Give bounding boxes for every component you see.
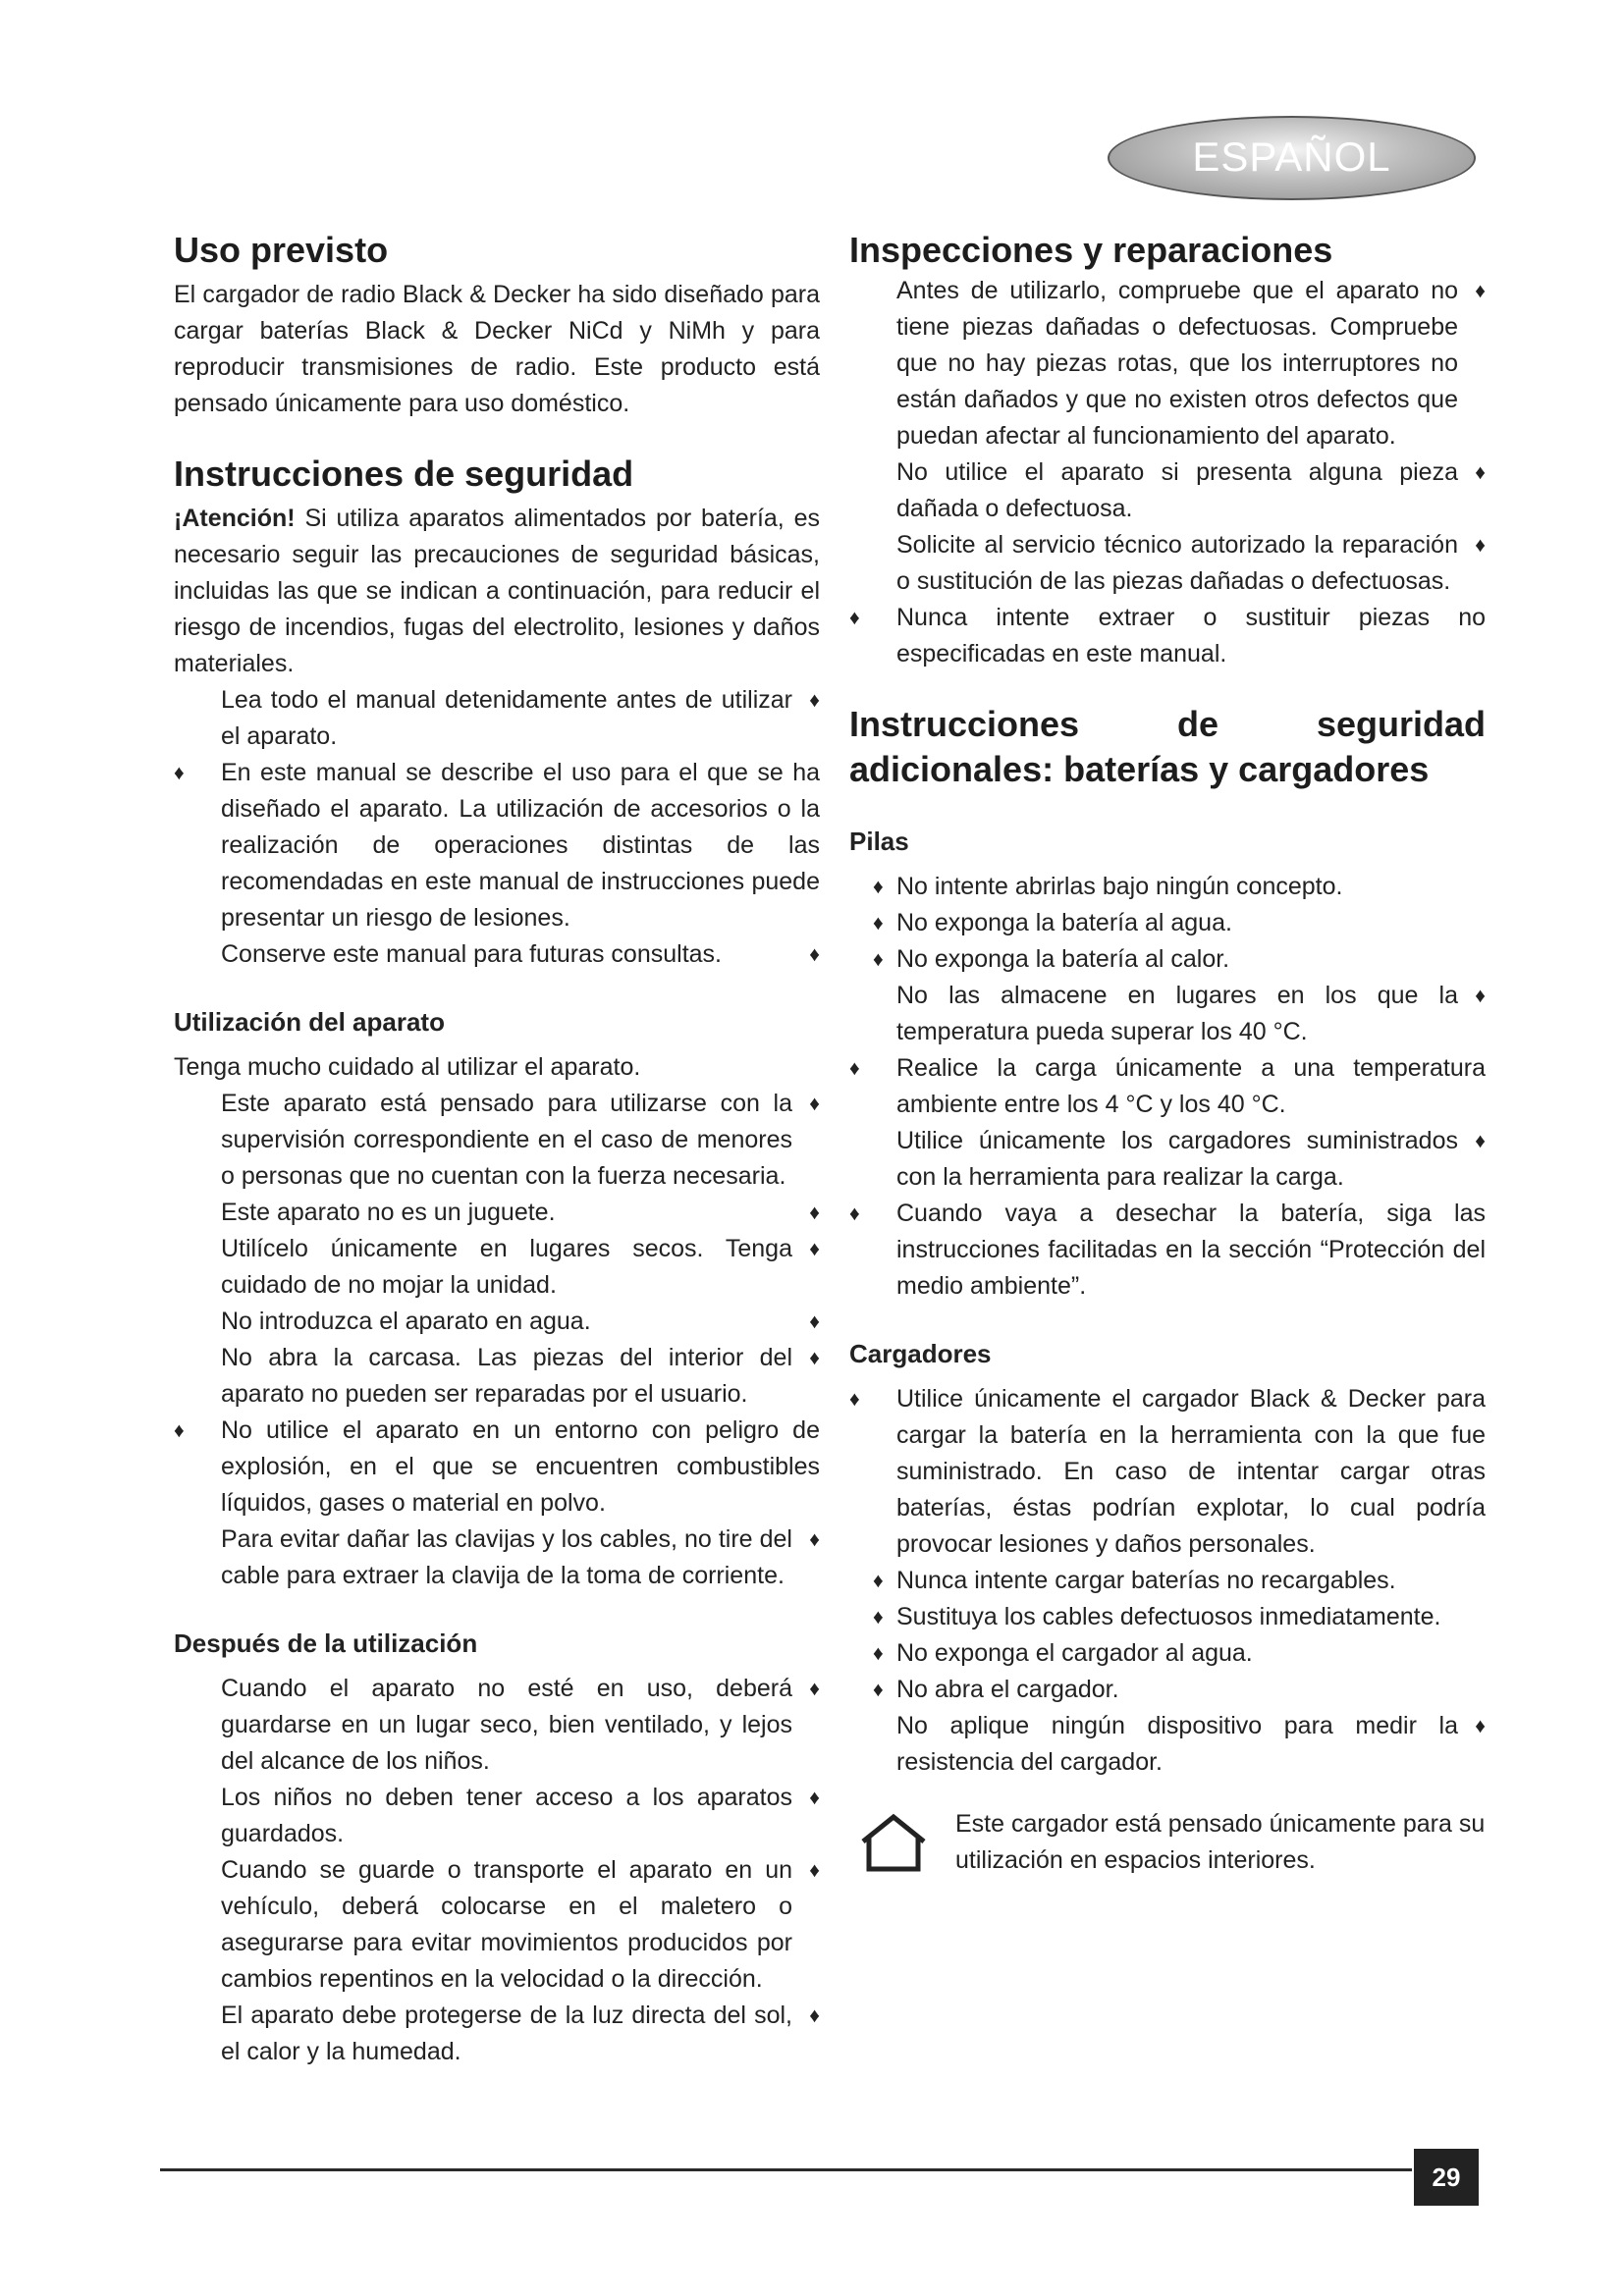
subsection-title-pilas: Pilas — [849, 827, 909, 856]
indoor-use-text: Este cargador está pensado únicamente para su utilización en espacios interiores. — [955, 1810, 1486, 1874]
atencion-label: ¡Atención! — [174, 505, 296, 532]
section-title-inspecciones: Inspecciones y reparaciones — [849, 230, 1333, 270]
section-title-instrucciones-seguridad: Instrucciones de seguridad — [174, 454, 634, 494]
list-item: Este aparato está pensado para utilizarse con la supervisión correspondiente en el caso de menores o personas que no cuentan con la fuerza necesaria. ♦ — [174, 1086, 820, 1195]
list-item: ♦ No exponga el cargador al agua. — [849, 1635, 1486, 1672]
atencion-text: Si utiliza aparatos alimentados por batería, es necesario seguir las precauciones de seguridad básicas, incluidas las que se indican a continuación, para reducir el riesgo de incendios, fugas del electrolito, lesiones y daños materiales. — [174, 505, 820, 677]
list-item: ♦ No utilice el aparato en un entorno con peligro de explosión, en el que se encuentren combustibles líquidos, gases o material en polvo. — [174, 1413, 820, 1522]
list-item: ♦ Nunca intente cargar baterías no recargables. — [849, 1563, 1486, 1599]
list-item: No aplique ningún dispositivo para medir la resistencia del cargador. ♦ — [849, 1708, 1486, 1781]
page-number: 29 — [1414, 2149, 1479, 2206]
list-item: Cuando el aparato no esté en uso, deberá guardarse en un lugar seco, bien ventilado, y lejos del alcance de los niños. ♦ — [174, 1671, 820, 1780]
uso-previsto-text: El cargador de radio Black & Decker ha sido diseñado para cargar baterías Black & Decker NiCd y NiMh y para reproducir transmisiones de radio. Este producto está pensado únicamente para uso doméstico. — [174, 281, 820, 417]
list-item: ♦ En este manual se describe el uso para el que se ha diseñado el aparato. La utilización de accesorios o la realización de operaciones distintas de las recomendadas en este manual de instrucciones puede presentar un riesgo de lesiones. — [174, 755, 820, 936]
list-item: Cuando se guarde o transporte el aparato en un vehículo, deberá colocarse en el maletero o asegurarse para evitar movimientos producidos por cambios repentinos en la velocidad o la dirección. ♦ — [174, 1852, 820, 1998]
subsection-title-cargadores: Cargadores — [849, 1339, 992, 1368]
list-item: Solicite al servicio técnico autorizado la reparación o sustitución de las piezas dañadas o defectuosas. ♦ — [849, 527, 1486, 600]
language-label: ESPAÑOL — [1192, 133, 1391, 180]
list-item: ♦ Cuando vaya a desechar la batería, siga las instrucciones facilitadas en la sección “Protección del medio ambiente”. — [849, 1196, 1486, 1305]
list-item: ♦ No exponga la batería al agua. — [849, 905, 1486, 941]
list-item: Utilice únicamente los cargadores suministrados con la herramienta para realizar la carga. ♦ — [849, 1123, 1486, 1196]
list-item: No utilice el aparato si presenta alguna pieza dañada o defectuosa. ♦ — [849, 454, 1486, 527]
list-item: ♦ Nunca intente extraer o sustituir piezas no especificadas en este manual. — [849, 600, 1486, 672]
footer-rule — [160, 2168, 1412, 2171]
list-item: Para evitar dañar las clavijas y los cables, no tire del cable para extraer la clavija de la toma de corriente. ♦ — [174, 1522, 820, 1594]
subsection-title-despues: Después de la utilización — [174, 1629, 478, 1658]
list-item: Utilícelo únicamente en lugares secos. Tenga cuidado de no mojar la unidad. ♦ — [174, 1231, 820, 1304]
language-tab — [1108, 116, 1476, 200]
list-item: El aparato debe protegerse de la luz directa del sol, el calor y la humedad. ♦ — [174, 1998, 820, 2070]
list-item: Antes de utilizarlo, compruebe que el aparato no tiene piezas dañadas o defectuosas. Compruebe que no hay piezas rotas, que los interruptores no están dañados y que no existen otros defectos que puedan afectar al funcionamiento del aparato. ♦ — [849, 273, 1486, 454]
list-item: Este aparato no es un juguete. ♦ — [174, 1195, 820, 1231]
section-title-adicionales: Instrucciones de seguridad adicionales: baterías y cargadores — [849, 704, 1486, 789]
subsection-title-utilizacion: Utilización del aparato — [174, 1007, 445, 1037]
house-icon — [859, 1812, 928, 1873]
list-item: ♦ No abra el cargador. — [849, 1672, 1486, 1708]
atencion-paragraph — [174, 501, 820, 682]
list-item: ♦ Realice la carga únicamente a una temperatura ambiente entre los 4 °C y los 40 °C. — [849, 1050, 1486, 1123]
list-item: ♦ Utilice únicamente el cargador Black & Decker para cargar la batería en la herramienta con la que fue suministrado. En caso de intentar cargar otras baterías, éstas podrían explotar, lo cual podría provocar lesiones y daños personales. — [849, 1381, 1486, 1563]
list-item: ♦ Sustituya los cables defectuosos inmediatamente. — [849, 1599, 1486, 1635]
section-title-uso-previsto: Uso previsto — [174, 230, 389, 270]
list-item: No introduzca el aparato en agua. ♦ — [174, 1304, 820, 1340]
list-item: No abra la carcasa. Las piezas del interior del aparato no pueden ser reparadas por el usuario. ♦ — [174, 1340, 820, 1413]
right-column — [849, 228, 1486, 1879]
list-item: Lea todo el manual detenidamente antes de utilizar el aparato. ♦ — [174, 682, 820, 755]
indoor-use-notice — [849, 1806, 1486, 1879]
list-item: Los niños no deben tener acceso a los aparatos guardados. ♦ — [174, 1780, 820, 1852]
list-item: No las almacene en lugares en los que la temperatura pueda superar los 40 °C. ♦ — [849, 978, 1486, 1050]
utilizacion-intro: Tenga mucho cuidado al utilizar el aparato. — [174, 1053, 641, 1081]
list-item: Conserve este manual para futuras consultas. ♦ — [174, 936, 820, 973]
list-item: ♦ No intente abrirlas bajo ningún concepto. — [849, 869, 1486, 905]
list-item: ♦ No exponga la batería al calor. — [849, 941, 1486, 978]
left-column — [174, 228, 820, 2070]
